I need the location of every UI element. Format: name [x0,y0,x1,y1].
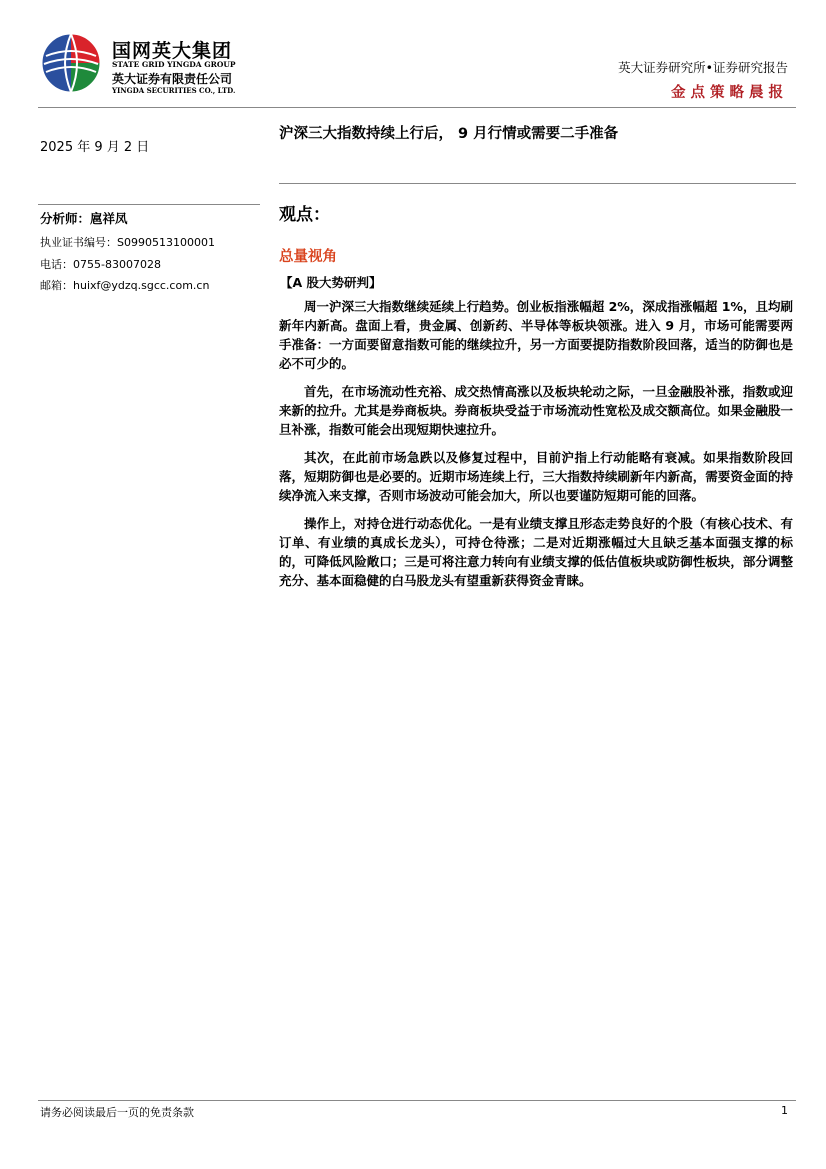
paragraph: 其次，在此前市场急跌以及修复过程中，目前沪指上行动能略有衰减。如果指数阶段回落，短期防御也是必要的。近期市场连续上行，三大指数持续刷新年内新高，需要资金面的持续净流入来支撑，否则市场波动可能会加大，所以也要谨防短期可能的回落。 [279,450,793,503]
analyst-email: 邮箱：huixf@ydzq.sgcc.com.cn [40,279,210,292]
analyst-cert: 执业证书编号：S0990513100001 [40,236,215,249]
topic-tag: 【A 股大势研判】 [280,275,382,290]
report-date: 2025 年 9 月 2 日 [40,140,150,155]
paragraph: 周一沪深三大指数继续延续上行趋势。创业板指涨幅超 2%，深成指涨幅超 1%，且均刷新年内新高。盘面上看，贵金属、创新药、半导体等板块领涨。进入 9 月，市场可能需要两手准备：一方面要留意指数可能的继续拉升，另一方面要提防指数阶段回落，适当的防御也是必不可少的。 [279,299,793,371]
headline-divider [279,183,796,184]
brand-name-cn: 国网英大集团 [112,40,233,62]
section-title: 观点： [279,205,330,225]
brand-name-en: STATE GRID YINGDA GROUP [112,60,236,69]
analyst-phone: 电话：0755-83007028 [40,258,161,271]
company-name-cn: 英大证券有限责任公司 [112,72,233,86]
sidebar-divider [38,204,260,205]
analyst-name: 分析师：扈祥凤 [40,211,128,226]
company-name-en: YINGDA SECURITIES CO., LTD. [112,86,236,95]
page-number: 1 [781,1104,788,1117]
footer-disclaimer: 请务必阅读最后一页的免责条款 [40,1106,194,1119]
subsection-title: 总量视角 [279,249,337,265]
paragraph: 操作上，对持仓进行动态优化。一是有业绩支撑且形态走势良好的个股（有核心技术、有订单、有业绩的真成长龙头），可持仓待涨；二是对近期涨幅过大且缺乏基本面强支撑的标的，可降低风险敞口；三是可将注意力转向有业绩支撑的低估值板块或防御性板块，部分调整充分、基本面稳健的白马股龙头有望重新获得资金青睐。 [279,516,793,588]
header-divider [38,107,796,108]
institute-name: 英大证券研究所•证券研究报告 [618,60,788,75]
report-series: 金点策略晨报 [671,85,788,101]
article-body [279,297,793,599]
company-logo [40,32,102,94]
paragraph: 首先，在市场流动性充裕、成交热情高涨以及板块轮动之际，一旦金融股补涨，指数或迎来新的拉升。尤其是券商板块。券商板块受益于市场流动性宽松及成交额高位。如果金融股一旦补涨，指数可能会出现短期快速拉升。 [279,384,793,437]
footer-divider [38,1100,796,1101]
report-headline: 沪深三大指数持续上行后， 9 月行情或需要二手准备 [279,126,619,142]
